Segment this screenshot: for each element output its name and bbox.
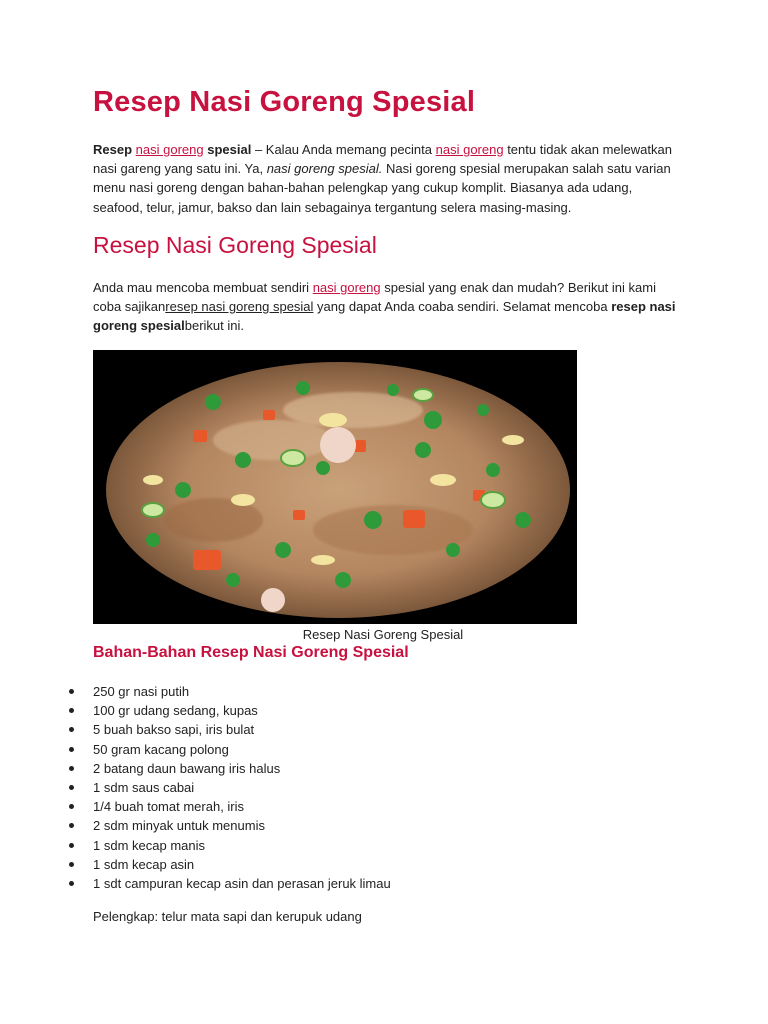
fried-rice-photo	[93, 350, 577, 624]
bullet-icon	[69, 843, 74, 848]
bullet-icon	[69, 785, 74, 790]
bullet-icon	[69, 862, 74, 867]
pelengkap-note: Pelengkap: telur mata sapi dan kerupuk udang	[93, 909, 362, 924]
bullet-icon	[69, 747, 74, 752]
para2-text-2: spesial yang enak dan mudah? Berikut ini kami coba sajikan	[93, 280, 656, 315]
photo-caption: Resep Nasi Goreng Spesial	[302, 627, 464, 642]
nasi-goreng-link-2[interactable]: nasi goreng	[435, 142, 504, 157]
list-item: 50 gram kacang polong	[93, 740, 391, 759]
nasi-goreng-link-1[interactable]: nasi goreng	[135, 142, 204, 157]
nasi-goreng-link-3[interactable]: nasi goreng	[312, 280, 381, 295]
fried-rice-illustration	[93, 350, 577, 624]
list-item: 1 sdt campuran kecap asin dan perasan jeruk limau	[93, 874, 391, 893]
bullet-icon	[69, 708, 74, 713]
intro-italic: nasi goreng spesial.	[266, 161, 383, 177]
bullet-icon	[69, 689, 74, 694]
intro-text-1: – Kalau Anda memang pecinta	[251, 142, 436, 157]
second-paragraph	[93, 278, 683, 336]
list-item: 2 batang daun bawang iris halus	[93, 759, 391, 778]
para2-bold: resep nasi goreng spesial	[93, 299, 676, 334]
bullet-icon	[69, 823, 74, 828]
intro-text-2: tentu tidak akan melewatkan nasi gareng yang satu ini. Ya,	[93, 142, 672, 177]
list-item: 5 buah bakso sapi, iris bulat	[93, 720, 391, 739]
list-item: 1/4 buah tomat merah, iris	[93, 797, 391, 816]
bullet-icon	[69, 727, 74, 732]
bullet-icon	[69, 766, 74, 771]
subtitle: Resep Nasi Goreng Spesial	[93, 232, 377, 258]
para2-text-3: yang dapat Anda coaba sendiri. Selamat mencoba	[313, 299, 612, 315]
ingredients-heading: Bahan-Bahan Resep Nasi Goreng Spesial	[93, 644, 409, 661]
intro-text-3: Nasi goreng spesial merupakan salah satu varian menu nasi goreng dengan bahan-bahan pelengkap yang cukup komplit. Biasanya ada udang, seafood, telur, jamur, bakso dan lain sebagainya tergantung selera masing-masing.	[93, 161, 671, 215]
para2-text-1: Anda mau mencoba membuat sendiri	[93, 280, 313, 295]
list-item: 2 sdm minyak untuk menumis	[93, 816, 391, 835]
page-title: Resep Nasi Goreng Spesial	[93, 86, 476, 118]
resep-nasi-goreng-link[interactable]: resep nasi goreng spesial	[165, 299, 314, 315]
list-item: 1 sdm kecap asin	[93, 855, 391, 874]
list-item: 1 sdm kecap manis	[93, 836, 391, 855]
bullet-icon	[69, 881, 74, 886]
intro-bold-resep: Resep	[93, 142, 133, 157]
para2-text-4: berikut ini.	[184, 318, 244, 334]
list-item: 250 gr nasi putih	[93, 682, 391, 701]
bullet-icon	[69, 804, 74, 809]
list-item: 1 sdm saus cabai	[93, 778, 391, 797]
list-item: 100 gr udang sedang, kupas	[93, 701, 391, 720]
ingredients-list	[93, 682, 391, 893]
intro-paragraph	[93, 140, 683, 217]
intro-bold-spesial: spesial	[207, 142, 252, 157]
